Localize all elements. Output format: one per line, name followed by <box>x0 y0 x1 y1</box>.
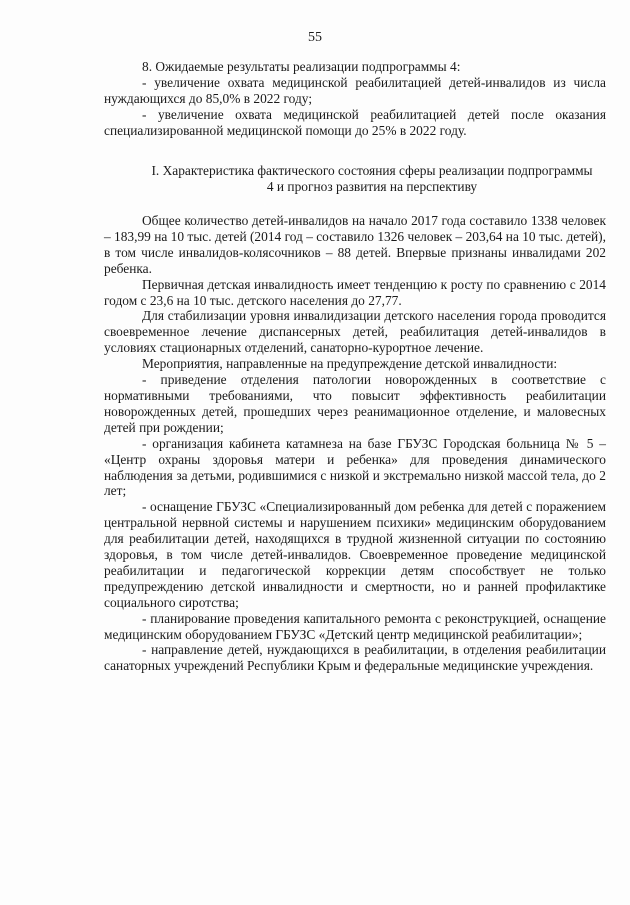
results-heading: 8. Ожидаемые результаты реализации подпрограммы 4: <box>142 59 461 74</box>
paragraph: Для стабилизации уровня инвалидизации детского населения города проводится своевременное лечение диспансерных детей, реабилитация детей-инвалидов в условиях стационарных отделений, санаторно-курортное лечение. <box>104 308 606 356</box>
paragraph: Первичная детская инвалидность имеет тенденцию к росту по сравнению с 2014 годом с 23,6 на 10 тыс. детского населения до 27,77. <box>104 276 606 308</box>
list-item: - оснащение ГБУЗС «Специализированный дом ребенка для детей с поражением центральной нервной системы и нарушением психики» медицинским оборудованием для реабилитации детей, находящихся в трудной жизненной ситуации по состоянию здоровья, в том числе детей-инвалидов. Своевременное проведение медицинской реабилитации и педагогической коррекции детям способствует не только предупреждению детской инвалидности и смертности, но и ранней профилактике социального сиротства; <box>104 499 606 610</box>
page-number: 55 <box>308 30 322 45</box>
section-title: I. Характеристика фактического состояния сферы реализации подпрограммы 4 и прогноз развития на перспективу <box>151 163 593 194</box>
body-text <box>104 213 606 674</box>
list-item: - приведение отделения патологии новорожденных в соответствие с нормативными требованиями, что повысит эффективность реабилитации новорожденных детей, прошедших через реанимационное отделение, и маловесных детей при рождении; <box>104 372 606 435</box>
list-item: - организация кабинета катамнеза на базе ГБУЗС Городская больница № 5 – «Центр охраны здоровья матери и ребенка» для проведения динамического наблюдения за детьми, родившимися с низкой и экстремально низкой массой тела, до 2 лет; <box>104 435 606 499</box>
list-item: - направление детей, нуждающихся в реабилитации, в отделения реабилитации санаторных учреждений Республики Крым и федеральные медицинские учреждения. <box>104 642 606 674</box>
result-item: - увеличение охвата медицинской реабилитацией детей-инвалидов из числа нуждающихся до 85,0% в 2022 году; <box>104 74 606 106</box>
paragraph: Мероприятия, направленные на предупреждение детской инвалидности: <box>142 356 558 372</box>
expected-results-block <box>104 59 606 139</box>
list-item: - планирование проведения капитального ремонта с реконструкцией, оснащение медицинским оборудованием ГБУЗС «Детский центр медицинской реабилитации»; <box>104 610 606 642</box>
paragraph: Общее количество детей-инвалидов на начало 2017 года составило 1338 человек – 183,99 на 10 тыс. детей (2014 год – составило 1326 человек – 203,64 на 10 тыс. детей), в том числе инвалидов-колясочников – 88 детей. Впервые признаны инвалидами 202 ребенка. <box>104 213 606 276</box>
result-item: - увеличение охвата медицинской реабилитацией детей после оказания специализированной медицинской помощи до 25% в 2022 году. <box>104 106 606 138</box>
